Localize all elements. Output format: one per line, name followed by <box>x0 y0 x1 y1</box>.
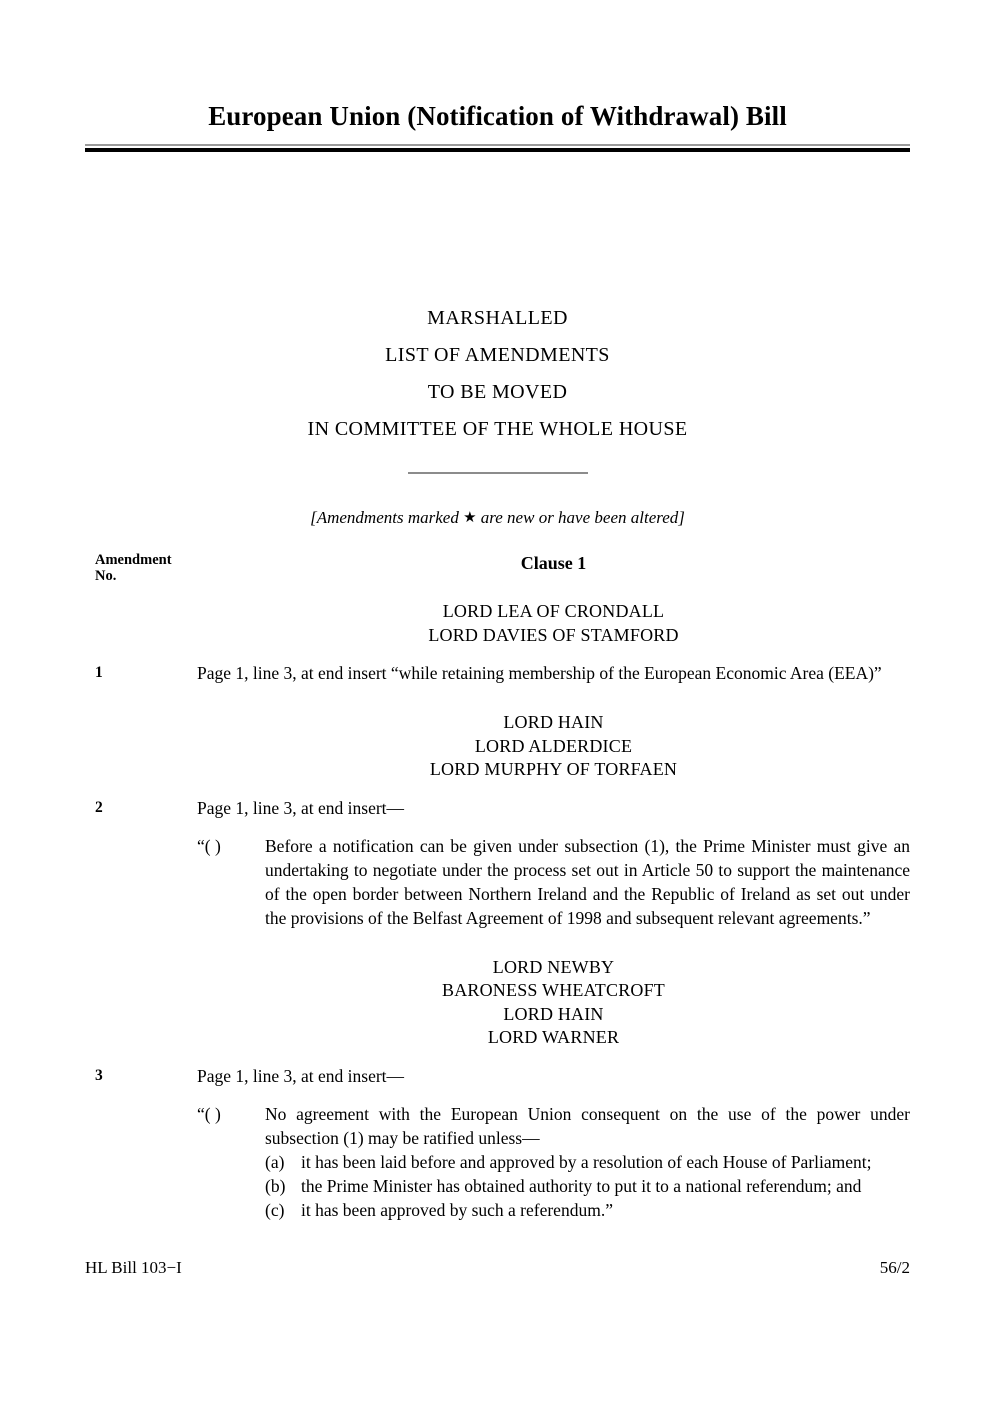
sub-item-text: the Prime Minister has obtained authority to put it to a national referendum; and <box>301 1175 862 1196</box>
star-note-close-bracket: ] <box>678 508 685 527</box>
footer-bill-number: HL Bill 103−I <box>85 1258 182 1277</box>
star-note-before-text: Amendments marked <box>316 508 464 527</box>
title-block <box>85 100 910 152</box>
sub-item-text: it has been laid before and approved by a resolution of each House of Parliament; <box>301 1151 872 1172</box>
heading-line-to-be-moved: TO BE MOVED <box>427 381 568 403</box>
amendment-no-column-label <box>95 552 205 584</box>
heading-block <box>85 300 910 474</box>
sub-item-letter: (a) <box>265 1151 285 1172</box>
clause-heading: Clause 1 <box>520 553 587 573</box>
amendment-entry <box>85 796 910 930</box>
list-item <box>265 1198 910 1222</box>
sub-item-letter: (b) <box>265 1175 286 1196</box>
star-note-after-text: are new or have been altered <box>476 508 679 527</box>
heading-line-marshalled: MARSHALLED <box>427 307 568 329</box>
sponsor-group <box>85 600 910 647</box>
quoted-text: No agreement with the European Union consequent on the use of the power under subsection (1) may be ratified unless— <box>265 1103 910 1148</box>
quoted-marker: “( ) <box>197 1103 221 1124</box>
amendment-number: 2 <box>95 798 103 816</box>
heading-line-in-committee: IN COMMITTEE OF THE WHOLE HOUSE <box>307 418 688 440</box>
amendment-no-label-line1: Amendment <box>95 552 172 568</box>
sub-item-text: it has been approved by such a referendum.” <box>301 1199 613 1220</box>
quoted-marker: “( ) <box>197 835 221 856</box>
list-item <box>265 1174 910 1198</box>
amendment-lead-text: Page 1, line 3, at end insert “while retaining membership of the European Economic Area (EEA)” <box>197 663 882 683</box>
page-title: European Union (Notification of Withdrawal) Bill <box>208 101 787 131</box>
sponsor-group <box>85 711 910 782</box>
amendment-number: 3 <box>95 1066 103 1084</box>
amendments-body <box>85 552 910 1222</box>
amendment-number: 1 <box>95 664 103 681</box>
amendment-body <box>197 796 910 930</box>
sponsor-name: LORD DAVIES OF STAMFORD <box>428 624 679 645</box>
title-rule-thick <box>85 148 910 152</box>
amendment-no-label-line2: No. <box>95 568 117 584</box>
star-note <box>85 508 910 528</box>
title-double-rule <box>85 144 910 152</box>
sponsor-name: LORD WARNER <box>487 1027 620 1047</box>
section-divider-rule <box>408 472 588 474</box>
quoted-text: Before a notification can be given under subsection (1), the Prime Minister must give an undertaking to negotiate under the process set out in Article 50 to support the maintenance of the open border between Northern Ireland and the Republic of Ireland as set out under the provisions of the Belfast Agreement of 1998 and subsequent relevant agreements.” <box>265 835 910 928</box>
sponsor-name: LORD HAIN <box>503 712 604 732</box>
sponsor-name: LORD LEA OF CRONDALL <box>442 601 665 621</box>
sub-item-letter: (c) <box>265 1199 285 1220</box>
amendment-body <box>197 661 910 685</box>
amendment-entry <box>85 661 910 685</box>
sponsor-name: LORD MURPHY OF TORFAEN <box>429 759 678 779</box>
amendment-lead-text: Page 1, line 3, at end insert— <box>197 1065 405 1086</box>
star-icon: ★ <box>463 510 477 526</box>
list-item <box>265 1150 910 1174</box>
sponsor-name: LORD NEWBY <box>492 956 615 977</box>
amendment-body <box>197 1064 910 1222</box>
sponsor-name: LORD ALDERDICE <box>474 735 633 756</box>
heading-line-list-of-amendments: LIST OF AMENDMENTS <box>385 344 610 366</box>
star-note-open-bracket: [ <box>310 508 317 527</box>
footer-page-reference: 56/2 <box>879 1258 910 1277</box>
amendment-entry <box>85 1064 910 1222</box>
sponsor-name: LORD HAIN <box>503 1003 604 1024</box>
page-footer <box>85 1258 910 1278</box>
amendment-lead-text: Page 1, line 3, at end insert— <box>197 797 405 818</box>
lettered-sub-list <box>197 1150 910 1222</box>
quoted-subsection <box>197 1102 910 1150</box>
sponsor-name: BARONESS WHEATCROFT <box>442 980 665 1000</box>
sponsor-group <box>85 956 910 1050</box>
quoted-subsection <box>197 834 910 930</box>
